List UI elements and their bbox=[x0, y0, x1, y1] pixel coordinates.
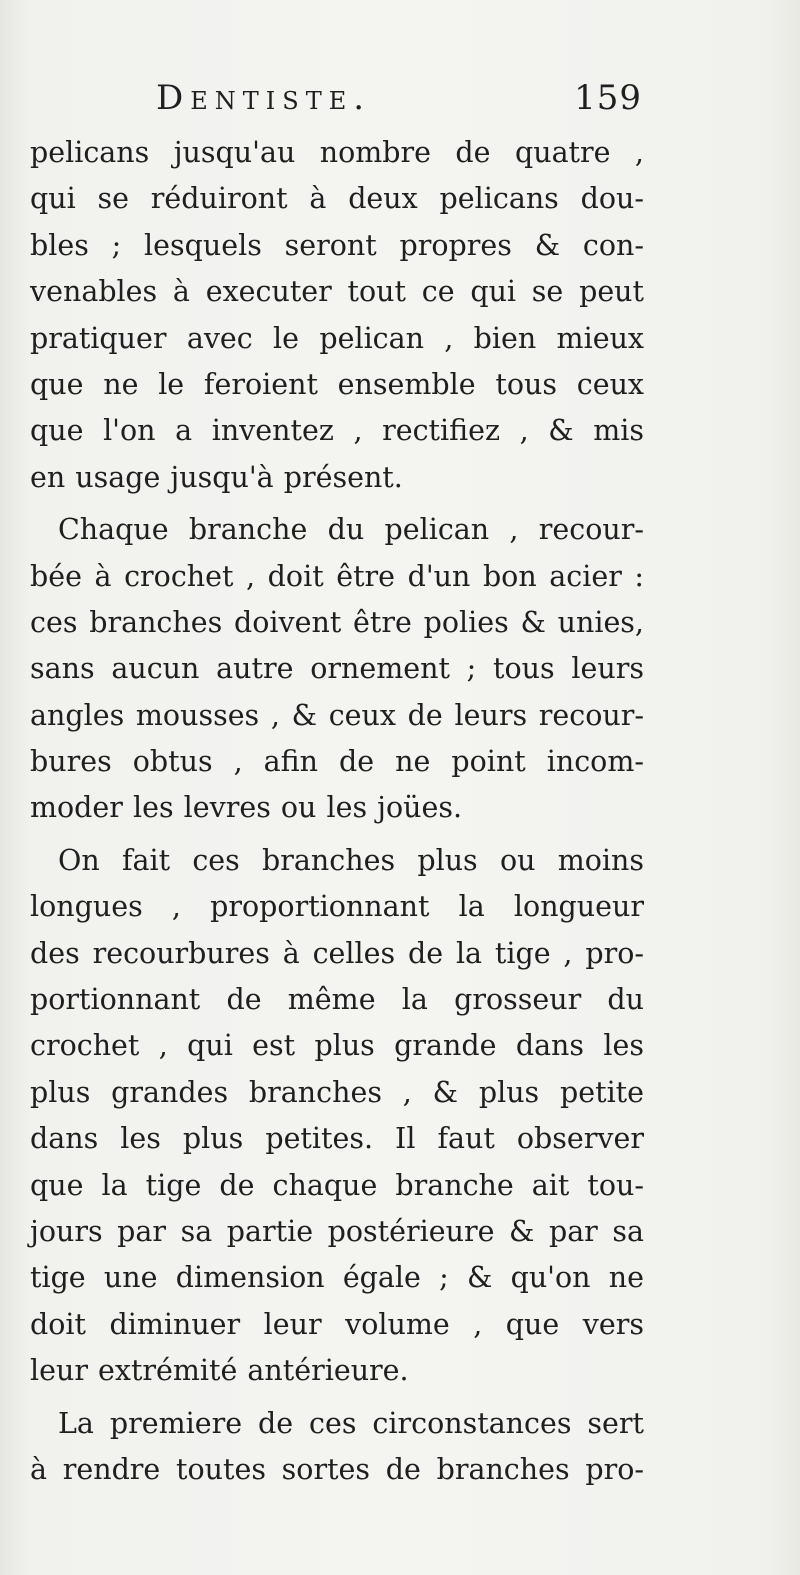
text-line: dans les plus petites. Il faut observer bbox=[30, 1122, 644, 1156]
text-line: ces branches doivent être polies & unies, bbox=[30, 605, 644, 639]
text-line: bures obtus , afin de ne point incom- bbox=[30, 745, 644, 779]
text-line: pratiquer avec le pelican , bien mieux bbox=[30, 321, 644, 355]
running-head bbox=[30, 78, 644, 130]
text-line: tige une dimension égale ; & qu'on ne bbox=[30, 1261, 644, 1295]
text-line: qui se réduiront à deux pelicans dou- bbox=[30, 182, 644, 216]
paragraph-1 bbox=[30, 130, 644, 501]
text-line: jours par sa partie postérieure & par sa bbox=[30, 1214, 644, 1248]
text-line: à rendre toutes sortes de branches pro- bbox=[30, 1452, 644, 1486]
text-line: On fait ces branches plus ou moins bbox=[58, 843, 644, 877]
text-line: bée à crochet , doit être d'un bon acier : bbox=[30, 559, 644, 593]
text-line: que ne le feroient ensemble tous ceux bbox=[30, 367, 644, 401]
text-line: La premiere de ces circonstances sert bbox=[58, 1406, 644, 1440]
text-line: crochet , qui est plus grande dans les bbox=[30, 1029, 644, 1063]
text-line: sans aucun autre ornement ; tous leurs bbox=[30, 652, 644, 686]
page-body bbox=[30, 78, 644, 1499]
text-line: pelicans jusqu'au nombre de quatre , bbox=[30, 136, 644, 169]
page-number: 159 bbox=[574, 78, 642, 118]
paragraph-2 bbox=[30, 507, 644, 832]
text-line: des recourbures à celles de la tige , pro- bbox=[30, 936, 644, 970]
text-line: longues , proportionnant la longueur bbox=[30, 890, 644, 924]
text-line: que l'on a inventez , rectifiez , & mis bbox=[30, 414, 644, 448]
text-line: portionnant de même la grosseur du bbox=[30, 983, 644, 1017]
text-line: que la tige de chaque branche ait tou- bbox=[30, 1168, 644, 1202]
text-line: moder les levres ou les joües. bbox=[30, 791, 463, 825]
running-title: Dentiste. bbox=[156, 78, 372, 118]
paragraph-4 bbox=[30, 1401, 644, 1494]
text-line: Chaque branche du pelican , recour- bbox=[58, 513, 644, 547]
text-line: leur extrémité antérieure. bbox=[30, 1354, 409, 1388]
text-line: bles ; lesquels seront propres & con- bbox=[30, 228, 644, 262]
text-line: plus grandes branches , & plus petite bbox=[30, 1075, 644, 1109]
text-line: doit diminuer leur volume , que vers bbox=[30, 1307, 644, 1341]
paragraph-3 bbox=[30, 838, 644, 1395]
text-line: venables à executer tout ce qui se peut bbox=[30, 275, 644, 309]
text-line: en usage jusqu'à présent. bbox=[30, 460, 403, 494]
text-line: angles mousses , & ceux de leurs recour- bbox=[30, 698, 644, 732]
